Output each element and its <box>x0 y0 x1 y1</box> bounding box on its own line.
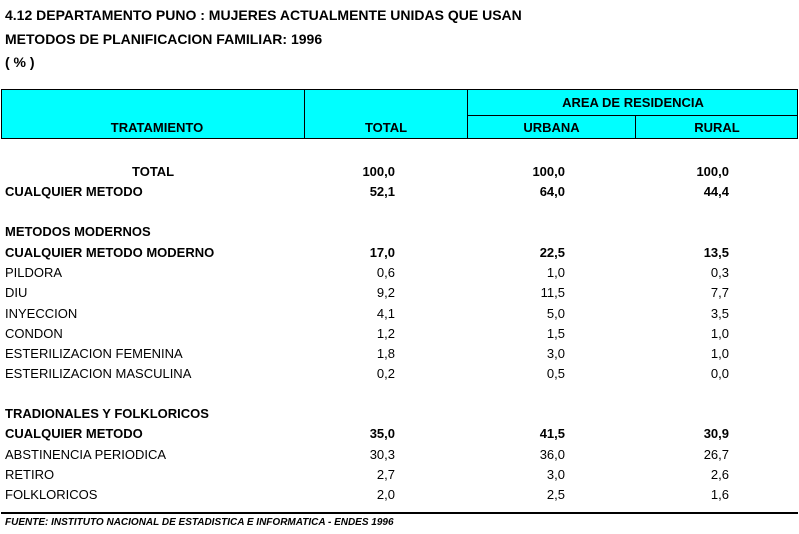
value-total: 9,2 <box>376 285 395 300</box>
value-total: 100,0 <box>362 164 395 179</box>
value-rural: 7,7 <box>710 285 729 300</box>
value-total: 1,2 <box>376 326 395 341</box>
value-rural: 13,5 <box>703 245 729 260</box>
header-rural: RURAL <box>694 120 740 135</box>
row-label: ESTERILIZACION MASCULINA <box>5 366 192 381</box>
table-row <box>0 344 799 364</box>
value-urbana: 100,0 <box>532 164 565 179</box>
unit-label: ( % ) <box>5 54 35 70</box>
table-row <box>0 485 799 505</box>
value-urbana: 1,0 <box>546 265 565 280</box>
value-urbana: 3,0 <box>546 467 565 482</box>
table-row <box>0 263 799 283</box>
source-footnote: FUENTE: INSTITUTO NACIONAL DE ESTADISTICA E INFORMATICA - ENDES 1996 <box>5 517 394 528</box>
row-label: TRADIONALES Y FOLKLORICOS <box>5 406 209 421</box>
value-total: 1,8 <box>376 346 395 361</box>
value-urbana: 0,5 <box>546 366 565 381</box>
value-total: 2,0 <box>376 487 395 502</box>
table-row <box>0 283 799 303</box>
header-total: TOTAL <box>364 120 408 135</box>
value-rural: 0,3 <box>710 265 729 280</box>
value-urbana: 41,5 <box>539 426 565 441</box>
value-urbana: 36,0 <box>539 447 565 462</box>
value-rural: 100,0 <box>696 164 729 179</box>
value-urbana: 2,5 <box>546 487 565 502</box>
value-urbana: 11,5 <box>540 285 565 300</box>
value-urbana: 1,5 <box>546 326 565 341</box>
row-label: ABSTINENCIA PERIODICA <box>5 447 167 462</box>
table-header <box>1 89 798 139</box>
value-total: 35,0 <box>369 426 395 441</box>
value-total: 30,3 <box>369 447 395 462</box>
value-rural: 26,7 <box>703 447 729 462</box>
section-heading <box>0 222 799 242</box>
header-tratamiento: TRATAMIENTO <box>110 120 204 135</box>
value-total: 52,1 <box>369 184 395 199</box>
value-rural: 3,5 <box>710 306 729 321</box>
value-rural: 44,4 <box>703 184 729 199</box>
value-rural: 30,9 <box>703 426 729 441</box>
row-label: DIU <box>5 285 28 300</box>
row-label: PILDORA <box>5 265 63 280</box>
table-bottom-rule <box>1 512 798 514</box>
header-urbana: URBANA <box>523 120 580 135</box>
value-total: 0,6 <box>376 265 395 280</box>
row-label: CUALQUIER METODO MODERNO <box>5 245 215 260</box>
value-urbana: 64,0 <box>539 184 565 199</box>
row-label: RETIRO <box>5 467 55 482</box>
row-label: CUALQUIER METODO <box>5 426 143 441</box>
table-row <box>0 445 799 465</box>
header-area-de-residencia: AREA DE RESIDENCIA <box>562 95 704 110</box>
value-total: 2,7 <box>376 467 395 482</box>
row-label: METODOS MODERNOS <box>5 224 151 239</box>
table-row <box>0 424 799 444</box>
value-rural: 1,0 <box>710 326 729 341</box>
value-urbana: 3,0 <box>546 346 565 361</box>
table-subtitle: METODOS DE PLANIFICACION FAMILIAR: 1996 <box>5 31 323 47</box>
row-label: TOTAL <box>132 164 175 179</box>
table-row <box>0 324 799 344</box>
table-row <box>0 304 799 324</box>
table-row <box>0 243 799 263</box>
value-urbana: 5,0 <box>546 306 565 321</box>
table-row <box>0 364 799 384</box>
value-rural: 0,0 <box>710 366 729 381</box>
value-urbana: 22,5 <box>539 245 565 260</box>
row-label: INYECCION <box>5 306 78 321</box>
value-total: 4,1 <box>376 306 395 321</box>
table-title: 4.12 DEPARTAMENTO PUNO : MUJERES ACTUALMENTE UNIDAS QUE USAN <box>5 7 522 23</box>
table-row <box>0 182 799 202</box>
value-total: 0,2 <box>376 366 395 381</box>
value-total: 17,0 <box>369 245 395 260</box>
row-label: ESTERILIZACION FEMENINA <box>5 346 183 361</box>
value-rural: 1,6 <box>710 487 729 502</box>
table-row <box>0 162 799 182</box>
value-rural: 2,6 <box>710 467 729 482</box>
row-label: FOLKLORICOS <box>5 487 98 502</box>
section-heading <box>0 404 799 424</box>
value-rural: 1,0 <box>710 346 729 361</box>
table-row <box>0 465 799 485</box>
row-label: CUALQUIER METODO <box>5 184 143 199</box>
row-label: CONDON <box>5 326 63 341</box>
